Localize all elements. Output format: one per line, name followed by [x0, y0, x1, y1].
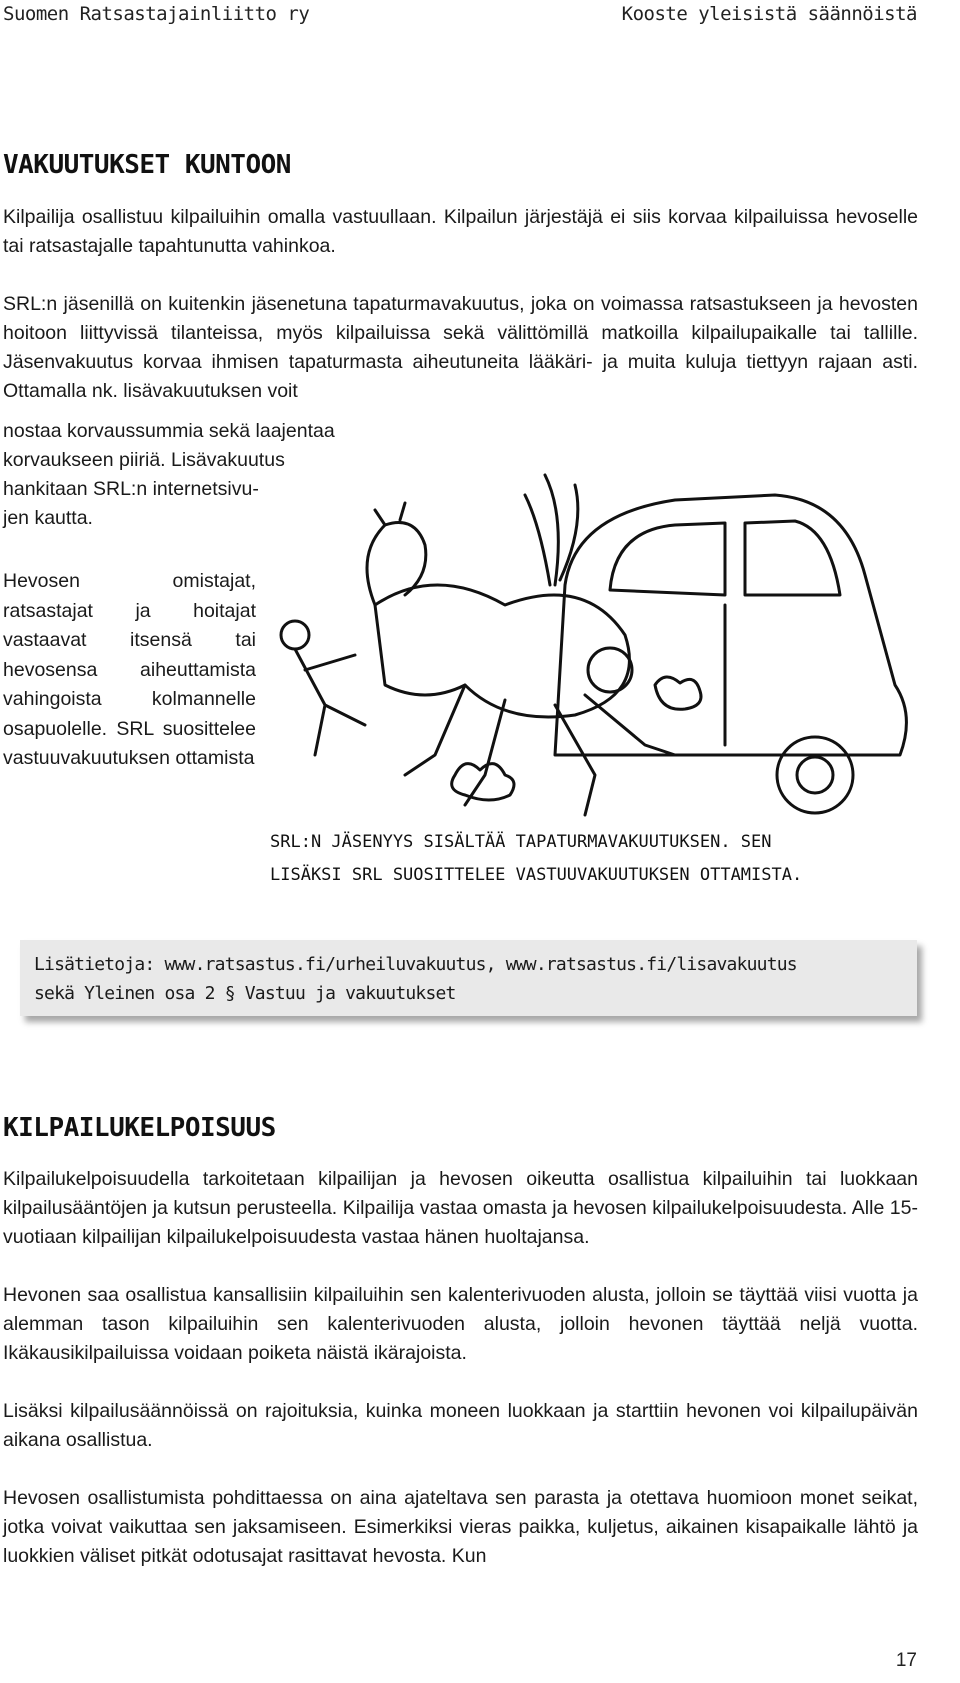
header-organization: Suomen Ratsastajainliitto ry	[3, 3, 310, 25]
cartoon-illustration	[255, 455, 930, 925]
header-document-title: Kooste yleisistä säännöistä	[621, 3, 917, 25]
horse-body	[375, 585, 629, 717]
car-wheel	[777, 737, 853, 813]
info-box	[20, 940, 917, 1016]
cartoon-caption-line-2: LISÄKSI SRL SUOSITTELEE VASTUUVAKUUTUKSEN OTTAMISTA.	[270, 865, 803, 885]
section-title-insurance: VAKUUTUKSET KUNTOON	[3, 150, 291, 180]
paragraph-start-limits: Lisäksi kilpailusäännöissä on rajoituksia, kuinka moneen luokkaan ja starttiin hevonen voi kilpailupäivän aikana osallistua.	[3, 1400, 918, 1451]
paragraph-eligibility-definition: Kilpailukelpoisuudella tarkoitetaan kilpailijan ja hevosen oikeutta osallistua kilpailuihin tai luokkaan kilpailusääntöjen ja kutsun perusteella. Kilpailija vastaa omasta ja hevosen kilpailukelpoisuudesta. Alle 15-vuotiaan kilpailijan kilpailukelpoisuudesta vastaa hänen huoltajansa.	[3, 1168, 918, 1248]
page-number: 17	[895, 1650, 917, 1671]
cartoon-caption-line-1: SRL:N JÄSENYYS SISÄLTÄÄ TAPATURMAVAKUUTUKSEN. SEN	[270, 832, 772, 852]
paragraph-responsibility: Kilpailija osallistuu kilpailuihin omalla vastuullaan. Kilpailun järjestäjä ei siis korvaa kilpailuissa hevoselle tai ratsastajalle tapahtunutta vahinkoa.	[3, 206, 918, 257]
paragraph-horse-welfare: Hevosen osallistumista pohdittaessa on aina ajateltava sen parasta ja otettava huomioon monet seikat, jotka voivat vaikuttaa sen jaksamiseen. Esimerkiksi vieras paikka, kuljetus, aikainen kisapaikalle lähtö ja luokkien väliset pitkät odotusajat rasittavat hevosta. Kun	[3, 1487, 918, 1567]
member-insurance-line-c: hankitaan SRL:n internetsivu-	[3, 478, 259, 500]
paragraph-liability: Hevosen omistajat, ratsastajat ja hoitajat vastaavat itsensä tai hevosensa aiheuttamista vahingoista kolmannelle osapuolelle. SRL suosittelee vastuuvakuutuksen ottamista	[3, 570, 256, 769]
member-insurance-line-a: nostaa korvaussummia sekä laajentaa	[3, 420, 335, 442]
member-insurance-line-d: jen kautta.	[3, 507, 93, 529]
info-box-reference: sekä Yleinen osa 2 § Vastuu ja vakuutukset	[34, 983, 456, 1004]
car-headlight	[588, 648, 632, 692]
member-insurance-line-b: korvaukseen piiriä. Lisävakuutus	[3, 449, 285, 471]
info-box-links: Lisätietoja: www.ratsastus.fi/urheiluvakuutus, www.ratsastus.fi/lisavakuutus	[34, 954, 797, 975]
paragraph-horse-age: Hevonen saa osallistua kansallisiin kilpailuihin sen kalenterivuoden alusta, jolloin se täyttää viisi vuotta ja alemman tason kilpailuihin sen kalenterivuoden alusta, jolloin hevonen täyttää neljä vuotta. Ikäkausikilpailuissa voidaan poiketa näistä ikärajoista.	[3, 1284, 918, 1364]
paragraph-member-insurance: SRL:n jäsenillä on kuitenkin jäsenetuna tapaturmavakuutus, joka on voimassa ratsastukseen ja hevosten hoitoon liittyvissä tilanteissa, myös kilpailuissa sekä välittömillä matkoilla kilpailupaikalle tai tallille. Jäsenvakuutus korvaa ihmisen tapaturmasta aiheutuneita lääkäri- ja muita kuluja tiettyyn rajaan asti. Ottamalla nk. lisävakuutuksen voit	[3, 293, 918, 402]
car-body	[555, 495, 906, 755]
rider-head	[281, 621, 309, 649]
section-title-eligibility: KILPAILUKELPOISUUS	[3, 1113, 276, 1143]
